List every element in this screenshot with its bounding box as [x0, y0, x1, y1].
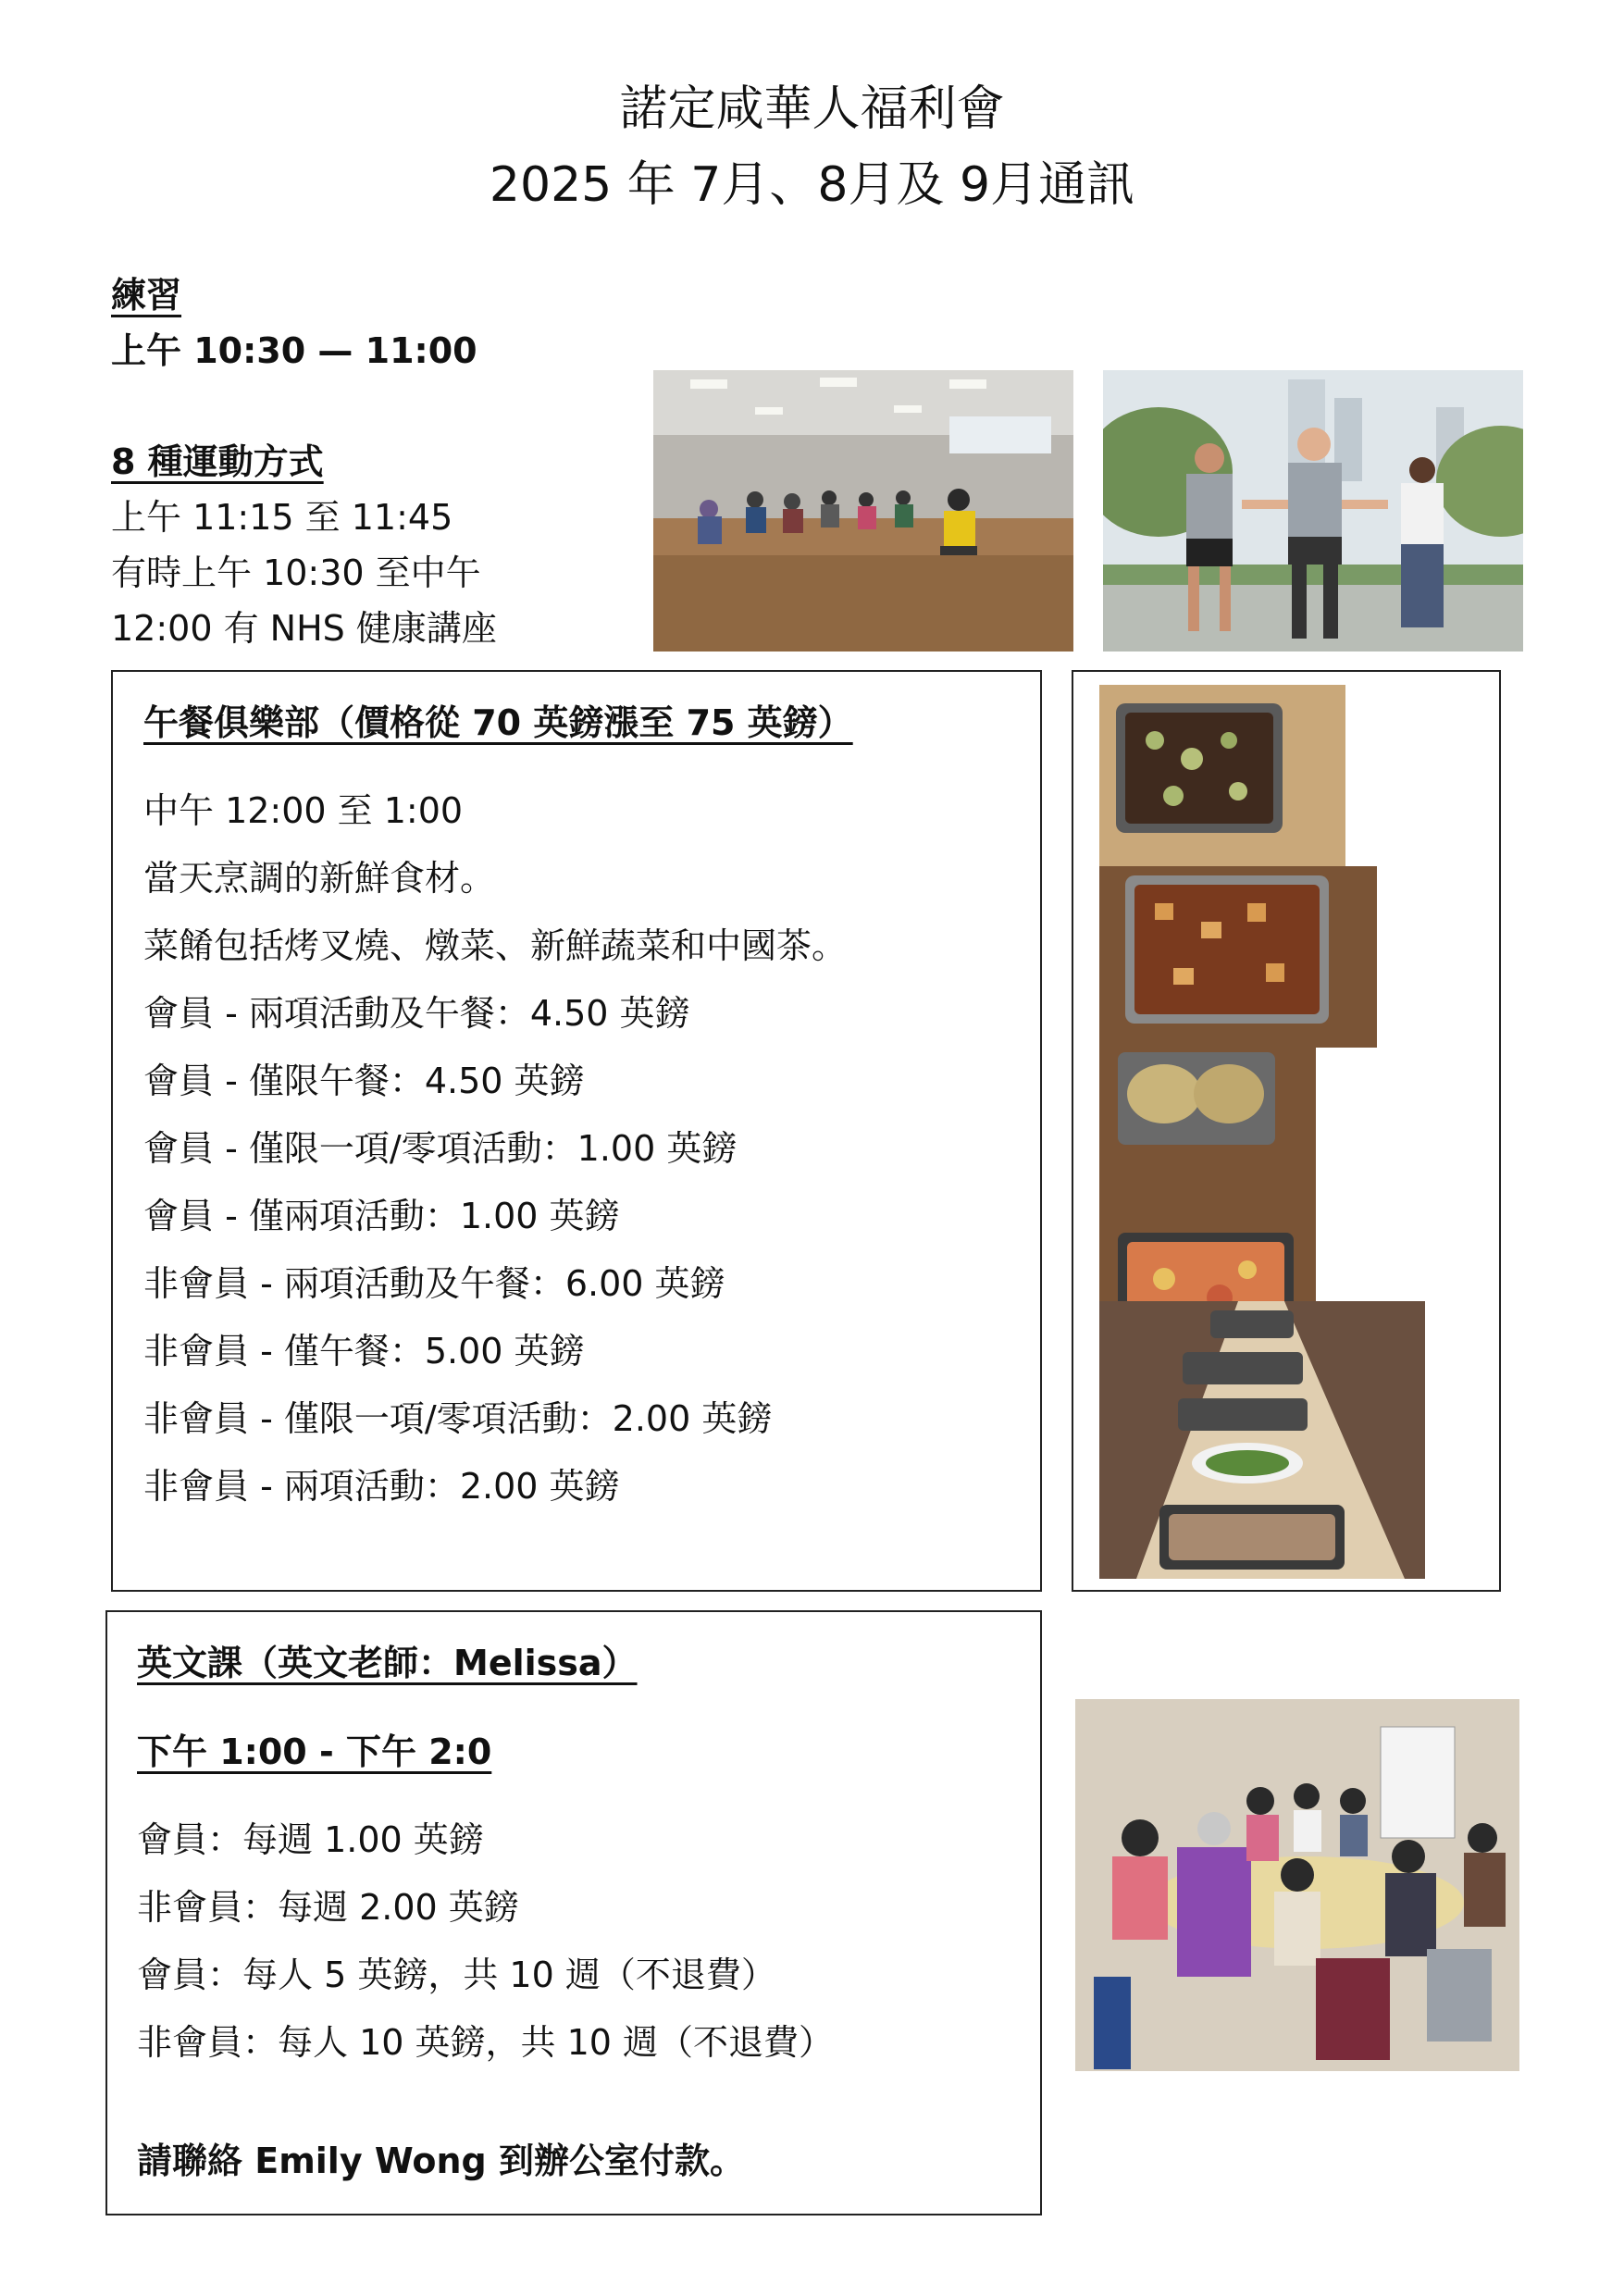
lunch-club-heading: 午餐俱樂部（價格從 70 英鎊漲至 75 英鎊）: [143, 702, 853, 743]
lunch-club-box: [111, 670, 1042, 1592]
lunch-club-price: 會員 - 僅兩項活動：1.00 英鎊: [143, 1196, 620, 1236]
english-class-fee: 會員：每人 5 英鎊，共 10 週（不退費）: [137, 1955, 776, 1995]
payment-contact: 請聯絡 Emily Wong 到辦公室付款。: [137, 2141, 745, 2181]
exercise-time: 上午 10:30 — 11:00: [111, 330, 477, 371]
lunch-club-price: 會員 - 僅限午餐：4.50 英鎊: [143, 1061, 585, 1101]
lunch-club-line: 中午 12:00 至 1:00: [143, 790, 464, 831]
lunch-club-details: [143, 777, 847, 1520]
english-class-photo: [1075, 1699, 1519, 2071]
movement-line: 上午 11:15 至 11:45: [111, 497, 453, 538]
movement-heading: 8 種運動方式: [111, 441, 324, 482]
english-class-fee: 非會員：每人 10 英鎊，共 10 週（不退費）: [137, 2022, 835, 2063]
english-class-box: [105, 1610, 1042, 2215]
english-class-fee: 會員：每週 1.00 英鎊: [137, 1819, 484, 1860]
movement-line: 有時上午 10:30 至中午: [111, 552, 481, 593]
lunch-club-price: 非會員 - 兩項活動及午餐：6.00 英鎊: [143, 1263, 725, 1304]
food-table-photo: [1099, 1301, 1425, 1579]
lunch-club-price: 會員 - 僅限一項/零項活動：1.00 英鎊: [143, 1128, 738, 1169]
lunch-club-price: 會員 - 兩項活動及午餐：4.50 英鎊: [143, 993, 690, 1034]
tai-chi-photo: [1103, 370, 1523, 652]
lunch-club-line: 當天烹調的新鮮食材。: [143, 858, 496, 899]
english-class-time: 下午 1:00 - 下午 2:0: [137, 1731, 492, 1772]
movement-line: 12:00 有 NHS 健康講座: [111, 608, 497, 649]
newsletter-title: 2025 年 7月、8月及 9月通訊: [489, 157, 1135, 213]
lunch-club-price: 非會員 - 僅午餐：5.00 英鎊: [143, 1331, 585, 1371]
exercise-hall-photo: [653, 370, 1073, 652]
org-name: 諾定咸華人福利會: [619, 81, 1005, 137]
lunch-club-line: 菜餚包括烤叉燒、燉菜、新鮮蔬菜和中國茶。: [143, 925, 848, 966]
lunch-club-price: 非會員 - 僅限一項/零項活動：2.00 英鎊: [143, 1398, 773, 1439]
exercise-heading: 練習: [111, 275, 182, 316]
english-class-fees: [137, 1806, 834, 2077]
english-class-fee: 非會員：每週 2.00 英鎊: [137, 1887, 519, 1928]
food-photos-box: [1072, 670, 1501, 1592]
lunch-club-price: 非會員 - 兩項活動：2.00 英鎊: [143, 1466, 620, 1507]
english-class-heading: 英文課（英文老師：Melissa）: [137, 1643, 638, 1683]
food-photo-1: [1099, 685, 1345, 866]
food-photo-2: [1099, 866, 1377, 1048]
food-photo-3: [1099, 1048, 1316, 1214]
